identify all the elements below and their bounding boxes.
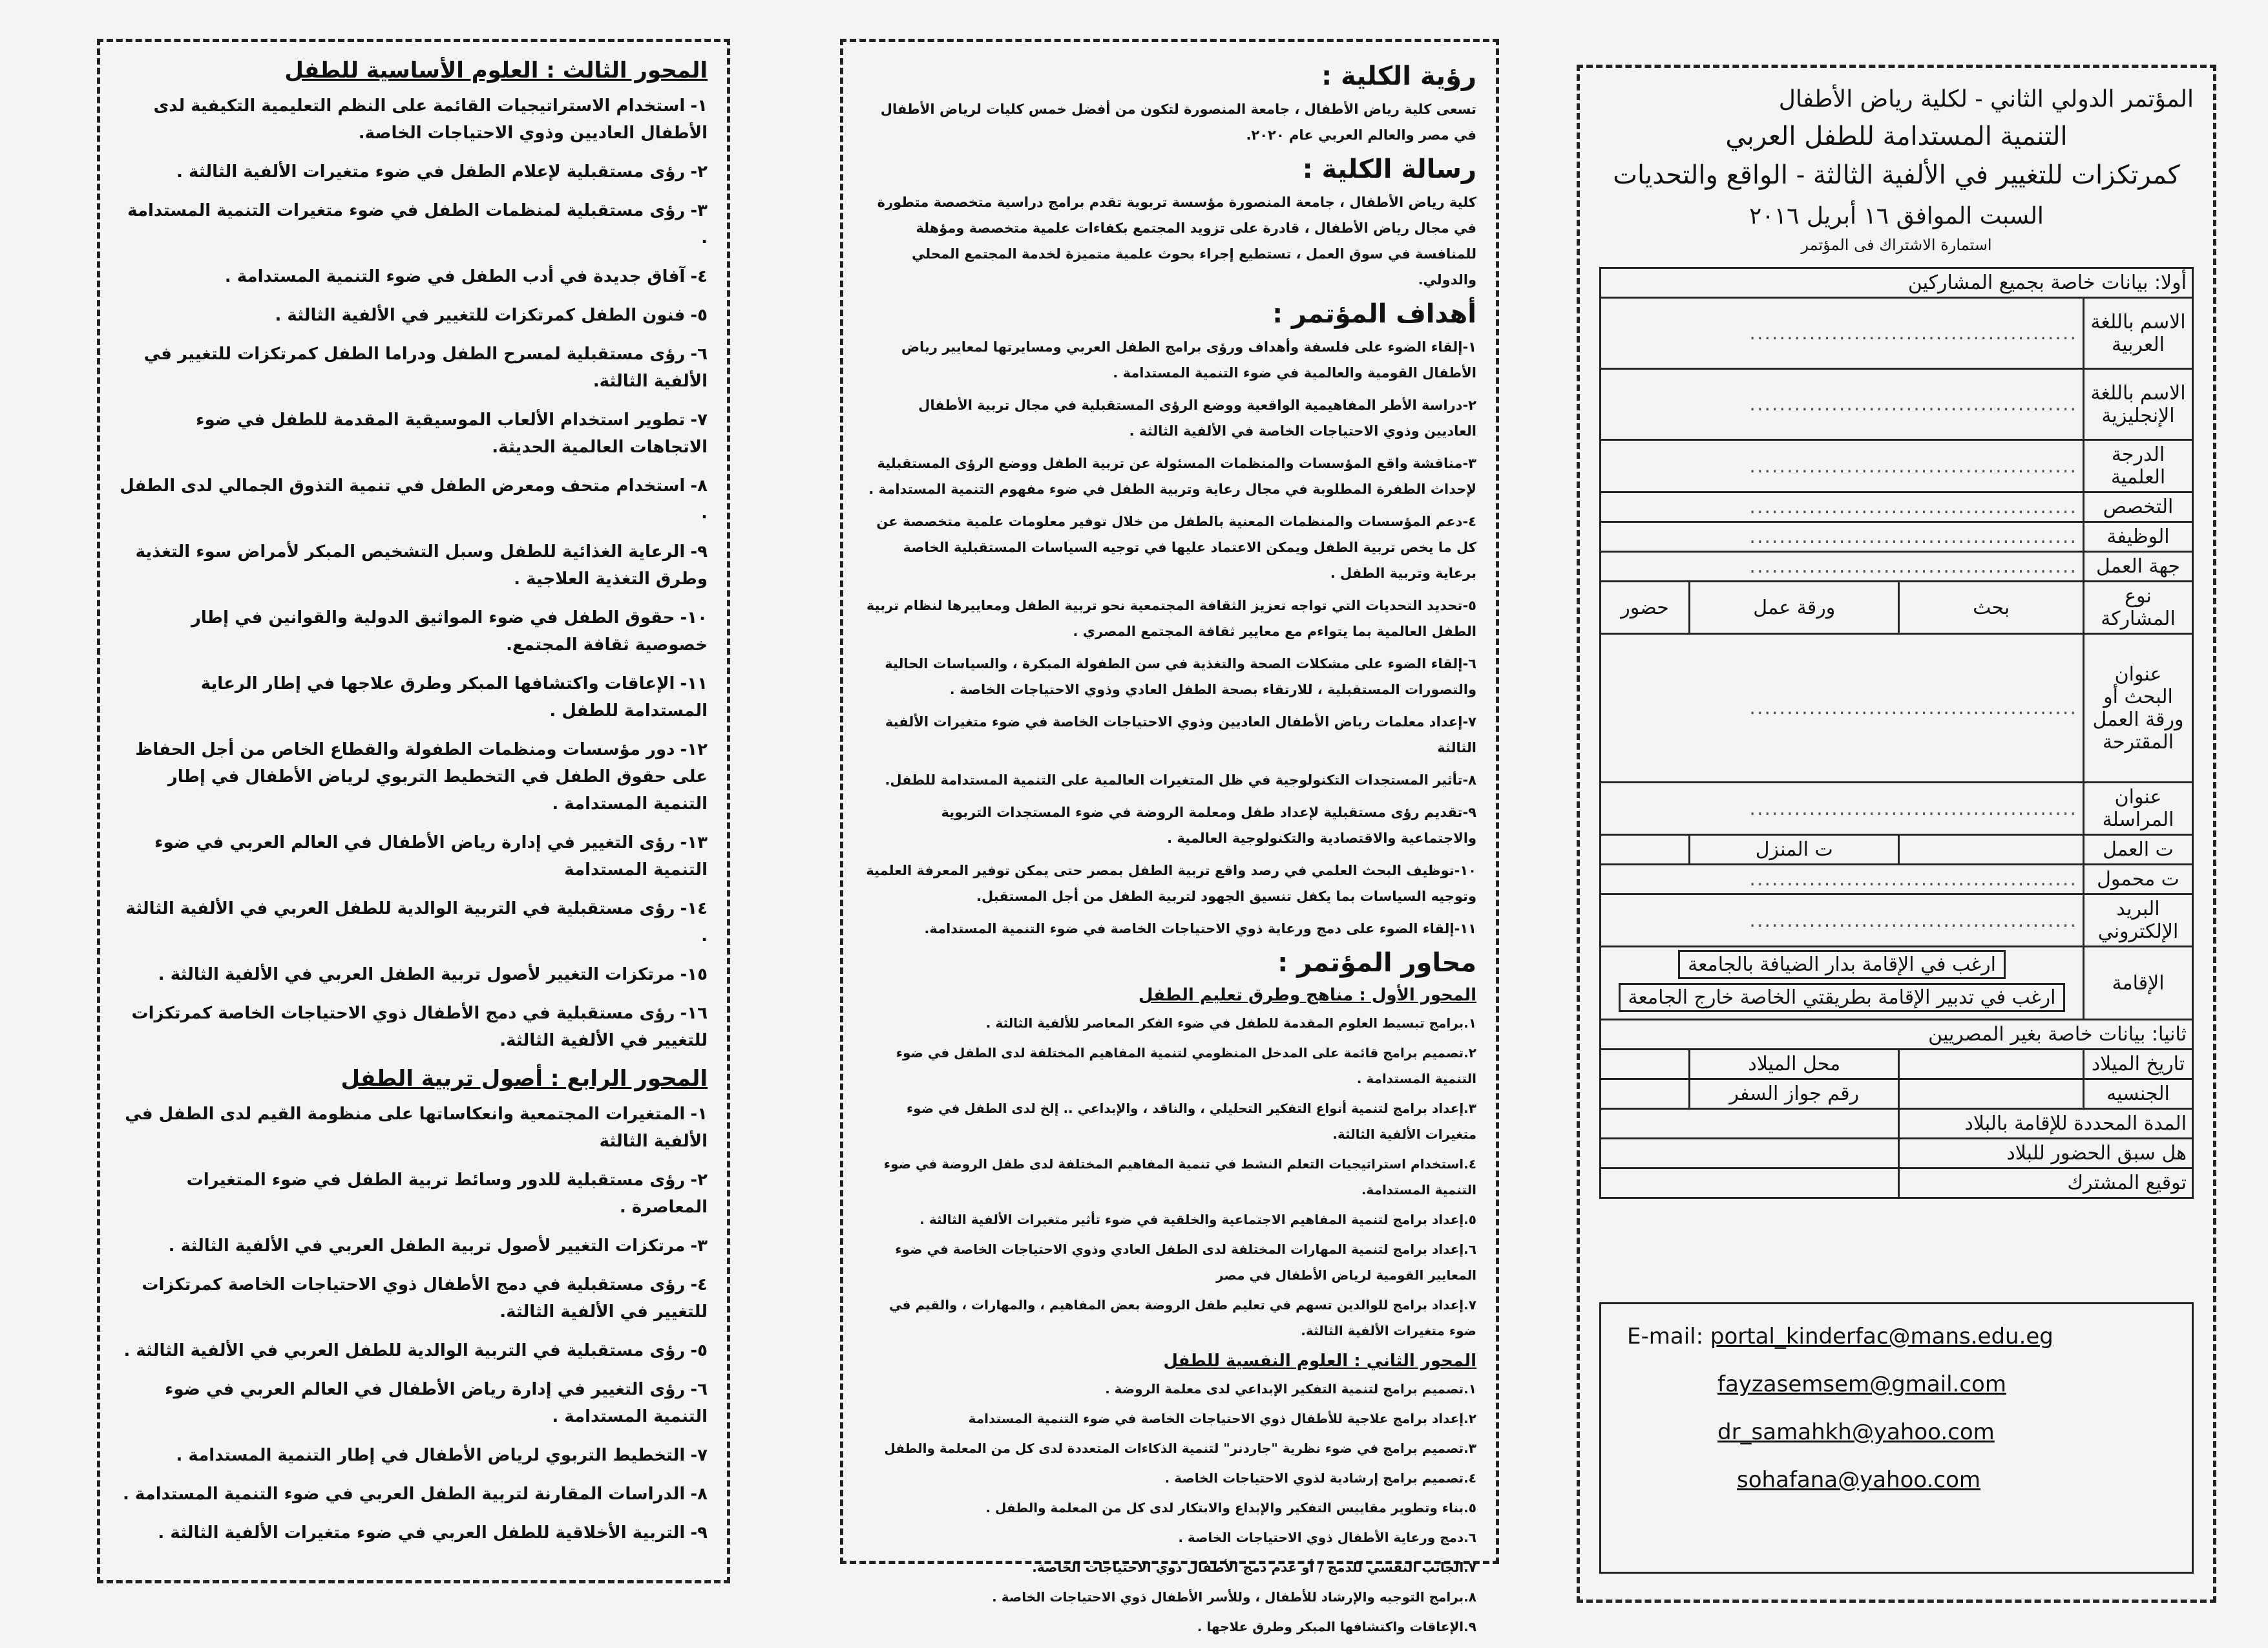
axis2-item bbox=[863, 1584, 1476, 1610]
item-number: ١٢- bbox=[680, 740, 708, 759]
mobile-label: ت محمول bbox=[2084, 865, 2193, 894]
item-number: ٥- bbox=[690, 1341, 708, 1360]
item-number: ١- bbox=[1462, 339, 1476, 355]
item-number: ٦- bbox=[1462, 656, 1476, 671]
item-text: استخدام الاستراتيجيات القائمة على النظم التعليمية التكيفية لدى الأطفال العاديين وذوي الاحتياجات الخاصة. bbox=[153, 96, 708, 143]
item-number: ٢- bbox=[690, 162, 708, 182]
axis3-item bbox=[120, 263, 708, 290]
item-number: ٢- bbox=[690, 1170, 708, 1190]
item-text: إلقاء الضوء على دمج ورعاية ذوي الاحتياجات الخاصة في ضوء التنمية المستدامة. bbox=[924, 921, 1454, 936]
item-text: رؤى مستقبلية في التربية الوالدية للطفل العربي في الألفية الثالثة . bbox=[125, 899, 708, 945]
item-number: ١٤- bbox=[680, 899, 708, 918]
item-text: رؤى مستقبلية في دمج الأطفال ذوي الاحتياجات الخاصة كمرتكزات للتغيير في الألفية الثالثة. bbox=[131, 1004, 708, 1050]
nationality-label: الجنسيه bbox=[2084, 1079, 2193, 1109]
axis4-item bbox=[120, 1481, 708, 1508]
item-text: تقديم رؤى مستقبلية لإعداد طفل ومعلمة الروضة في ضوء المستجدات التربوية والاجتماعية والاقتصادية والتكنولوجية العالمية . bbox=[941, 805, 1476, 846]
axis3-item bbox=[120, 736, 708, 818]
item-number: ١٣- bbox=[680, 833, 708, 852]
item-text: التخطيط التربوي لرياض الأطفال في إطار التنمية المستدامة . bbox=[176, 1446, 686, 1465]
item-text: فنون الطفل كمرتكزات للتغيير في الألفية الثالثة . bbox=[275, 306, 686, 325]
axis4-item bbox=[120, 1167, 708, 1221]
item-number: ٣- bbox=[690, 1236, 708, 1256]
axis3-item bbox=[120, 341, 708, 395]
axis1-list bbox=[863, 1010, 1476, 1344]
item-number: ٢. bbox=[1464, 1411, 1476, 1426]
item-number: ٩- bbox=[690, 542, 708, 562]
birth-place-label: محل الميلاد bbox=[1690, 1050, 1899, 1079]
goal-item bbox=[863, 709, 1476, 761]
item-number: ٨. bbox=[1464, 1589, 1476, 1605]
axis3-item bbox=[120, 961, 708, 988]
workplace-label: جهة العمل bbox=[2084, 552, 2193, 582]
item-number: ١٠- bbox=[680, 608, 708, 628]
item-text: الإعاقات واكتشافها المبكر وطرق علاجها في إطار الرعاية المستدامة للطفل . bbox=[200, 674, 708, 721]
item-text: إعداد برامج لتنمية أنواع التفكير التحليلي ، والناقد ، والإبداعي .. إلخ لدى الطفل في ضوء متغيرات الألفية الثالثة. bbox=[906, 1101, 1476, 1142]
conference-date: السبت الموافق ١٦ أبريل ٢٠١٦ bbox=[1749, 203, 2044, 229]
axis1-item bbox=[863, 1010, 1476, 1036]
work-phone-label: ت العمل bbox=[2084, 835, 2193, 865]
item-number: ٨- bbox=[690, 476, 708, 496]
name-en-label: الاسم باللغة الإنجليزية bbox=[2084, 369, 2193, 440]
item-text: رؤى مستقبلية في دمج الأطفال ذوي الاحتياجات الخاصة كمرتكزات للتغيير في الألفية الثالثة. bbox=[142, 1275, 708, 1322]
item-text: تصميم برامج قائمة على المدخل المنظومي لتنمية المفاهيم المختلفة لدى الطفل في ضوء التنمية المستدامة . bbox=[896, 1045, 1476, 1086]
vision-text: تسعى كلية رياض الأطفال ، جامعة المنصورة لتكون من أفضل خمس كليات لرياض الأطفال في مصر والعالم العربي عام ٢٠٢٠. bbox=[880, 101, 1476, 143]
nationality-field[interactable] bbox=[1899, 1079, 2084, 1109]
email-field[interactable]: ............................................ bbox=[1601, 894, 2084, 947]
axis3-item bbox=[120, 197, 708, 251]
goal-item bbox=[863, 916, 1476, 942]
passport-label: رقم جواز السفر bbox=[1690, 1079, 1899, 1109]
axis1-item bbox=[863, 1095, 1476, 1147]
item-number: ٢. bbox=[1464, 1045, 1476, 1061]
axis2-item bbox=[863, 1525, 1476, 1550]
axis2-title: المحور الثاني : العلوم النفسية للطفل bbox=[1163, 1351, 1476, 1371]
item-number: ٩- bbox=[1462, 805, 1476, 820]
goal-item bbox=[863, 593, 1476, 644]
axis3-item bbox=[120, 538, 708, 593]
axis3-item bbox=[120, 895, 708, 949]
item-number: ٧- bbox=[690, 1446, 708, 1465]
prior-label: هل سبق الحضور للبلاد bbox=[1899, 1139, 2193, 1168]
email-prefix: E-mail: bbox=[1627, 1324, 1704, 1349]
item-number: ٤- bbox=[690, 267, 708, 286]
registration-form bbox=[1599, 267, 2194, 1199]
item-text: حقوق الطفل في ضوء المواثيق الدولية والقوانين في إطار خصوصية ثقافة المجتمع. bbox=[191, 608, 708, 655]
email-label: البريد الإلكتروني bbox=[2084, 894, 2193, 947]
degree-field[interactable]: ............................................ bbox=[1601, 440, 2084, 492]
item-number: ٤- bbox=[1462, 514, 1476, 529]
item-number: ١٥- bbox=[680, 965, 708, 984]
item-number: ٣- bbox=[690, 201, 708, 220]
name-en-field[interactable]: ............................................ bbox=[1601, 369, 2084, 440]
item-text: الإعاقات واكتشافها المبكر وطرق علاجها . bbox=[1197, 1619, 1464, 1634]
conference-title-2: كمرتكزات للتغيير في الألفية الثالثة - الواقع والتحديات bbox=[1613, 160, 2180, 190]
stay-field[interactable] bbox=[1601, 1109, 1899, 1139]
passport-field[interactable] bbox=[1601, 1079, 1690, 1109]
item-text: مرتكزات التغيير لأصول تربية الطفل العربي في الألفية الثالثة . bbox=[168, 1236, 686, 1256]
axis2-item bbox=[863, 1435, 1476, 1461]
vision-title: رؤية الكلية : bbox=[1321, 61, 1476, 91]
item-text: إعداد معلمات رياض الأطفال العاديين وذوي الاحتياجات الخاصة في ضوء متغيرات الألفية الثالثة bbox=[885, 714, 1476, 755]
middle-panel bbox=[840, 39, 1499, 1634]
item-number: ٤. bbox=[1464, 1470, 1476, 1486]
axis3-title: المحور الثالث : العلوم الأساسية للطفل bbox=[284, 58, 708, 83]
item-number: ١- bbox=[690, 96, 708, 116]
item-number: ١١- bbox=[680, 674, 708, 693]
left-panel bbox=[97, 39, 730, 1583]
axis4-item bbox=[120, 1337, 708, 1364]
axis1-item bbox=[863, 1207, 1476, 1232]
specialty-field[interactable]: ............................................ bbox=[1601, 492, 2084, 522]
item-text: برامج تبسيط العلوم المقدمة للطفل في ضوء الفكر المعاصر للألفية الثالثة . bbox=[985, 1015, 1464, 1031]
item-text: رؤى مستقبلية لمسرح الطفل ودراما الطفل كمرتكزات للتغيير في الألفية الثالثة. bbox=[143, 344, 708, 391]
section1-title: أولا: بيانات خاصة بجميع المشاركين bbox=[1601, 268, 2193, 298]
item-number: ٣- bbox=[1462, 456, 1476, 471]
item-text: آفاق جديدة في أدب الطفل في ضوء التنمية المستدامة . bbox=[224, 267, 686, 286]
item-number: ١- bbox=[690, 1104, 708, 1124]
birth-date-field[interactable] bbox=[1899, 1050, 2084, 1079]
specialty-label: التخصص bbox=[2084, 492, 2193, 522]
axis2-list bbox=[863, 1376, 1476, 1640]
axis1-item bbox=[863, 1292, 1476, 1344]
item-number: ٦. bbox=[1464, 1530, 1476, 1545]
axis2-item bbox=[863, 1376, 1476, 1402]
item-text: مرتكزات التغيير لأصول تربية الطفل العربي في الألفية الثالثة . bbox=[158, 965, 675, 984]
axis2-item bbox=[863, 1554, 1476, 1580]
work-phone-field[interactable] bbox=[1899, 835, 2084, 865]
axis2-item bbox=[863, 1614, 1476, 1640]
item-number: ٤. bbox=[1464, 1156, 1476, 1172]
item-text: استخدام استراتيجيات التعلم النشط في تنمية المفاهيم المختلفة لدى طفل الروضة في ضوء التنمية المستدامة. bbox=[883, 1156, 1476, 1198]
axis3-item bbox=[120, 604, 708, 659]
item-text: رؤى التغيير في إدارة رياض الأطفال في العالم العربي في ضوء التنمية المستدامة . bbox=[165, 1380, 708, 1426]
item-text: إلقاء الضوء على مشكلات الصحة والتغذية في سن الطفولة المبكرة ، والسياسات الحالية والتصورات المستقبلية ، للارتقاء بصحة الطفل العادي وذوي الاحتياجات الخاصة . bbox=[885, 656, 1476, 697]
item-text: دور مؤسسات ومنظمات الطفولة والقطاع الخاص من أجل الحفاظ على حقوق الطفل في التخطيط التربوي لرياض الأطفال في إطار التنمية المستدامة . bbox=[135, 740, 708, 814]
email-box bbox=[1599, 1302, 2194, 1574]
item-text: دمج ورعاية الأطفال ذوي الاحتياجات الخاصة . bbox=[1178, 1530, 1464, 1545]
item-number: ٧. bbox=[1464, 1559, 1476, 1575]
conference-name: المؤتمر الدولي الثاني - لكلية رياض الأطفال bbox=[1778, 86, 2194, 112]
item-number: ٥. bbox=[1464, 1212, 1476, 1227]
axis4-item bbox=[120, 1442, 708, 1469]
name-ar-label: الاسم باللغة العربية bbox=[2084, 298, 2193, 369]
item-text: تصميم برامج إرشادية لذوي الاحتياجات الخاصة . bbox=[1164, 1470, 1464, 1486]
goal-item bbox=[863, 767, 1476, 793]
item-text: رؤى مستقبلية لمنظمات الطفل في ضوء متغيرات التنمية المستدامة . bbox=[127, 201, 708, 248]
birth-place-field[interactable] bbox=[1601, 1050, 1690, 1079]
axis4-item bbox=[120, 1519, 708, 1547]
degree-label: الدرجة العلمية bbox=[2084, 440, 2193, 492]
axis2-item bbox=[863, 1495, 1476, 1521]
item-number: ٩- bbox=[690, 1523, 708, 1543]
item-text: تطوير استخدام الألعاب الموسيقية المقدمة للطفل في ضوء الاتجاهات العالمية الحديثة. bbox=[196, 410, 708, 457]
item-text: رؤى مستقبلية لإعلام الطفل في ضوء متغيرات الألفية الثالثة . bbox=[176, 162, 686, 182]
signature-label: توقيع المشترك bbox=[1899, 1168, 2193, 1198]
item-text: إلقاء الضوء على فلسفة وأهداف ورؤى برامج الطفل العربي ومسايرتها لمعايير رياض الأطفال القومية والعالمية في ضوء التنمية المستدامة . bbox=[901, 339, 1476, 381]
item-number: ٨- bbox=[690, 1484, 708, 1504]
axes-title: محاور المؤتمر : bbox=[1277, 948, 1476, 978]
axis4-item bbox=[120, 1376, 708, 1430]
address-field[interactable]: ............................................ bbox=[1601, 783, 2084, 835]
axis4-item bbox=[120, 1232, 708, 1260]
item-number: ١. bbox=[1464, 1381, 1476, 1397]
mission-title: رسالة الكلية : bbox=[1302, 154, 1476, 184]
axis4-item bbox=[120, 1271, 708, 1326]
birth-date-label: تاريخ الميلاد bbox=[2084, 1050, 2193, 1079]
axis4-item bbox=[120, 1101, 708, 1155]
participation-label: نوع المشاركة bbox=[2084, 582, 2193, 634]
email-link-2[interactable]: fayzasemsem@gmail.com bbox=[1717, 1371, 2006, 1397]
item-number: ٦. bbox=[1464, 1241, 1476, 1257]
axis1-item bbox=[863, 1236, 1476, 1288]
home-phone-field[interactable] bbox=[1601, 835, 1690, 865]
item-text: تصميم برامج في ضوء نظرية "جاردنر" لتنمية الذكاءات المتعددة لدى كل من المعلمة والطفل bbox=[884, 1441, 1464, 1456]
item-number: ٧- bbox=[1462, 714, 1476, 730]
item-text: الجانب النفسي للدمج / أو عدم دمج الأطفال ذوي الاحتياجات الخاصة. bbox=[1032, 1559, 1464, 1575]
residence-option-2[interactable]: ارغب في تدبير الإقامة بطريقتي الخاصة خارج الجامعة bbox=[1619, 983, 2066, 1012]
option-workshop[interactable]: ورقة عمل bbox=[1690, 582, 1899, 634]
item-text: برامج التوجيه والإرشاد للأطفال ، وللأسر الأطفال ذوي الاحتياجات الخاصة . bbox=[992, 1589, 1464, 1605]
option-research[interactable]: بحث bbox=[1899, 582, 2084, 634]
item-number: ٥. bbox=[1464, 1500, 1476, 1516]
axis1-title: المحور الأول : مناهج وطرق تعليم الطفل bbox=[1138, 986, 1476, 1005]
axis3-item bbox=[120, 670, 708, 724]
item-text: تصميم برامج لتنمية التفكير الإبداعي لدى معلمة الروضة . bbox=[1105, 1381, 1464, 1397]
axis3-item bbox=[120, 1000, 708, 1054]
item-number: ٥- bbox=[1462, 598, 1476, 613]
axis3-item bbox=[120, 407, 708, 461]
item-number: ٦- bbox=[690, 1380, 708, 1399]
item-text: تأثير المستجدات التكنولوجية في ظل المتغيرات العالمية على التنمية المستدامة للطفل. bbox=[885, 772, 1463, 788]
stay-label: المدة المحددة للإقامة بالبلاد bbox=[1899, 1109, 2193, 1139]
axis1-item bbox=[863, 1151, 1476, 1203]
email-link-4[interactable]: sohafana@yahoo.com bbox=[1737, 1467, 1981, 1493]
item-number: ١١- bbox=[1454, 921, 1476, 936]
item-number: ١٦- bbox=[680, 1004, 708, 1023]
axis3-item bbox=[120, 829, 708, 883]
item-number: ٤- bbox=[690, 1275, 708, 1294]
item-text: إعداد برامج للوالدين تسهم في تعليم طفل الروضة بعض المفاهيم ، والمهارات ، والقيم في ضوء متغيرات الألفية الثالثة. bbox=[889, 1297, 1476, 1338]
item-number: ٣. bbox=[1464, 1101, 1476, 1116]
job-label: الوظيفة bbox=[2084, 522, 2193, 552]
address-label: عنوان المراسلة bbox=[2084, 783, 2193, 835]
email-link-1[interactable]: portal_kinderfac@mans.edu.eg bbox=[1710, 1324, 2053, 1349]
title-field[interactable]: ............................................ bbox=[1601, 634, 2084, 783]
name-ar-field[interactable]: ............................................ bbox=[1601, 298, 2084, 369]
residence-option-1[interactable]: ارغب في الإقامة بدار الضيافة بالجامعة bbox=[1678, 950, 2006, 979]
item-text: بناء وتطوير مقاييس التفكير والإبداع والابتكار لدى كل من المعلمة والطفل . bbox=[985, 1500, 1464, 1516]
goal-item bbox=[863, 334, 1476, 386]
item-number: ٢- bbox=[1462, 397, 1476, 413]
item-text: الرعاية الغذائية للطفل وسبل التشخيص المبكر لأمراض سوء التغذية وطرق التغذية العلاجية . bbox=[135, 542, 708, 589]
goal-item bbox=[863, 651, 1476, 703]
axis1-item bbox=[863, 1040, 1476, 1092]
mobile-field[interactable]: ............................................ bbox=[1601, 865, 2084, 894]
goals-title: أهداف المؤتمر : bbox=[1272, 299, 1476, 329]
item-number: ٩. bbox=[1464, 1619, 1476, 1634]
item-text: الدراسات المقارنة لتربية الطفل العربي في ضوء التنمية المستدامة . bbox=[122, 1484, 686, 1504]
item-text: دعم المؤسسات والمنظمات المعنية بالطفل من خلال توفير معلومات علمية متخصصة عن كل ما يخص تربية الطفل ويمكن الاعتماد عليها في توجيه السياسات المستقبلية الخاصة برعاية وتربية الطفل . bbox=[876, 514, 1476, 581]
axis3-list bbox=[120, 92, 708, 1054]
residence-label: الإقامة bbox=[2084, 947, 2193, 1020]
item-text: رؤى مستقبلية في التربية الوالدية للطفل العربي في الألفية الثالثة . bbox=[123, 1341, 686, 1360]
goals-list bbox=[863, 334, 1476, 942]
signature-field[interactable] bbox=[1601, 1168, 1899, 1198]
item-text: مناقشة واقع المؤسسات والمنظمات المسئولة عن تربية الطفل ووضع الرؤى المستقبلية لإحداث الطفرة المطلوبة في مجال رعاية وتربية الطفل في ضوء مفهوم التنمية المستدامة . bbox=[868, 456, 1476, 497]
job-field[interactable]: ............................................ bbox=[1601, 522, 2084, 552]
axis4-title: المحور الرابع : أصول تربية الطفل bbox=[341, 1066, 708, 1092]
item-text: توظيف البحث العلمي في رصد واقع تربية الطفل بمصر حتى يمكن توفير المعرفة العلمية وتوجيه السياسات بما يكفل تنسيق الجهود لتربية الطفل من أجل المستقبل. bbox=[866, 863, 1476, 904]
form-title: استمارة الاشتراك فى المؤتمر bbox=[1801, 236, 1992, 254]
item-text: استخدام متحف ومعرض الطفل في تنمية التذوق الجمالي لدى الطفل . bbox=[120, 476, 708, 523]
item-text: المتغيرات المجتمعية وانعكاساتها على منظومة القيم لدى الطفل في الألفية الثالثة bbox=[125, 1104, 708, 1151]
email-link-3[interactable]: dr_samahkh@yahoo.com bbox=[1717, 1419, 1995, 1445]
item-text: رؤى مستقبلية للدور وسائط تربية الطفل في ضوء المتغيرات المعاصرة . bbox=[186, 1170, 708, 1217]
axis2-item bbox=[863, 1406, 1476, 1431]
item-number: ٧- bbox=[690, 410, 708, 430]
item-number: ٦- bbox=[690, 344, 708, 364]
axis3-item bbox=[120, 92, 708, 147]
axis3-item bbox=[120, 302, 708, 329]
mission-text: كلية رياض الأطفال ، جامعة المنصورة مؤسسة تربوية تقدم برامج دراسية متخصصة متطورة في مجال رياض الأطفال ، قادرة على تزويد المجتمع بكفاءات علمية متخصصة ومؤهلة للمنافسة في سوق العمل ، تستطيع إجراء بحوث علمية متميزة لخدمة المجتمع المحلي والدولي. bbox=[877, 195, 1476, 288]
item-text: رؤى التغيير في إدارة رياض الأطفال في العالم العربي في ضوء التنمية المستدامة bbox=[154, 833, 708, 880]
option-attend[interactable]: حضور bbox=[1601, 582, 1690, 634]
item-number: ١. bbox=[1464, 1015, 1476, 1031]
item-number: ٣. bbox=[1464, 1441, 1476, 1456]
goal-item bbox=[863, 799, 1476, 851]
home-phone-label: ت المنزل bbox=[1690, 835, 1899, 865]
axis3-item bbox=[120, 158, 708, 185]
conference-title-1: التنمية المستدامة للطفل العربي bbox=[1725, 121, 2068, 151]
goal-item bbox=[863, 392, 1476, 444]
item-text: تحديد التحديات التي تواجه تعزيز الثقافة المجتمعية نحو تربية الطفل ومعاييرها لنظام تربية الطفل العالمية بما يتواءم مع معايير ثقافة المجتمع المصري . bbox=[866, 598, 1476, 639]
workplace-field[interactable]: ............................................ bbox=[1601, 552, 2084, 582]
axis4-list bbox=[120, 1101, 708, 1547]
item-text: إعداد برامج علاجية للأطفال ذوي الاحتياجات الخاصة في ضوء التنمية المستدامة bbox=[968, 1411, 1464, 1426]
right-panel bbox=[1577, 65, 2216, 1603]
axis3-item bbox=[120, 472, 708, 527]
goal-item bbox=[863, 858, 1476, 909]
item-number: ٥- bbox=[690, 306, 708, 325]
prior-field[interactable] bbox=[1601, 1139, 1899, 1168]
goal-item bbox=[863, 509, 1476, 586]
item-number: ٧. bbox=[1464, 1297, 1476, 1313]
item-text: التربية الأخلاقية للطفل العربي في ضوء متغيرات الألفية الثالثة . bbox=[158, 1523, 686, 1543]
title-label: عنوان البحث أو ورقة العمل المقترحة bbox=[2084, 634, 2193, 783]
axis2-item bbox=[863, 1465, 1476, 1491]
item-text: إعداد برامج لتنمية المهارات المختلفة لدى الطفل العادي وذوي الاحتياجات الخاصة في ضوء المعايير القومية لرياض الأطفال في مصر bbox=[895, 1241, 1476, 1283]
item-text: إعداد برامج لتنمية المفاهيم الاجتماعية والخلقية في ضوء تأثير متغيرات الألفية الثالثة . bbox=[919, 1212, 1464, 1227]
section2-title: ثانيا: بيانات خاصة بغير المصريين bbox=[1601, 1020, 2193, 1050]
item-number: ٨- bbox=[1462, 772, 1476, 788]
item-number: ١٠- bbox=[1454, 863, 1476, 878]
goal-item bbox=[863, 450, 1476, 502]
item-text: دراسة الأطر المفاهيمية الواقعية ووضع الرؤى المستقبلية في مجال تربية الأطفال العاديين وذوي الاحتياجات الخاصة في الألفية الثالثة . bbox=[918, 397, 1476, 439]
